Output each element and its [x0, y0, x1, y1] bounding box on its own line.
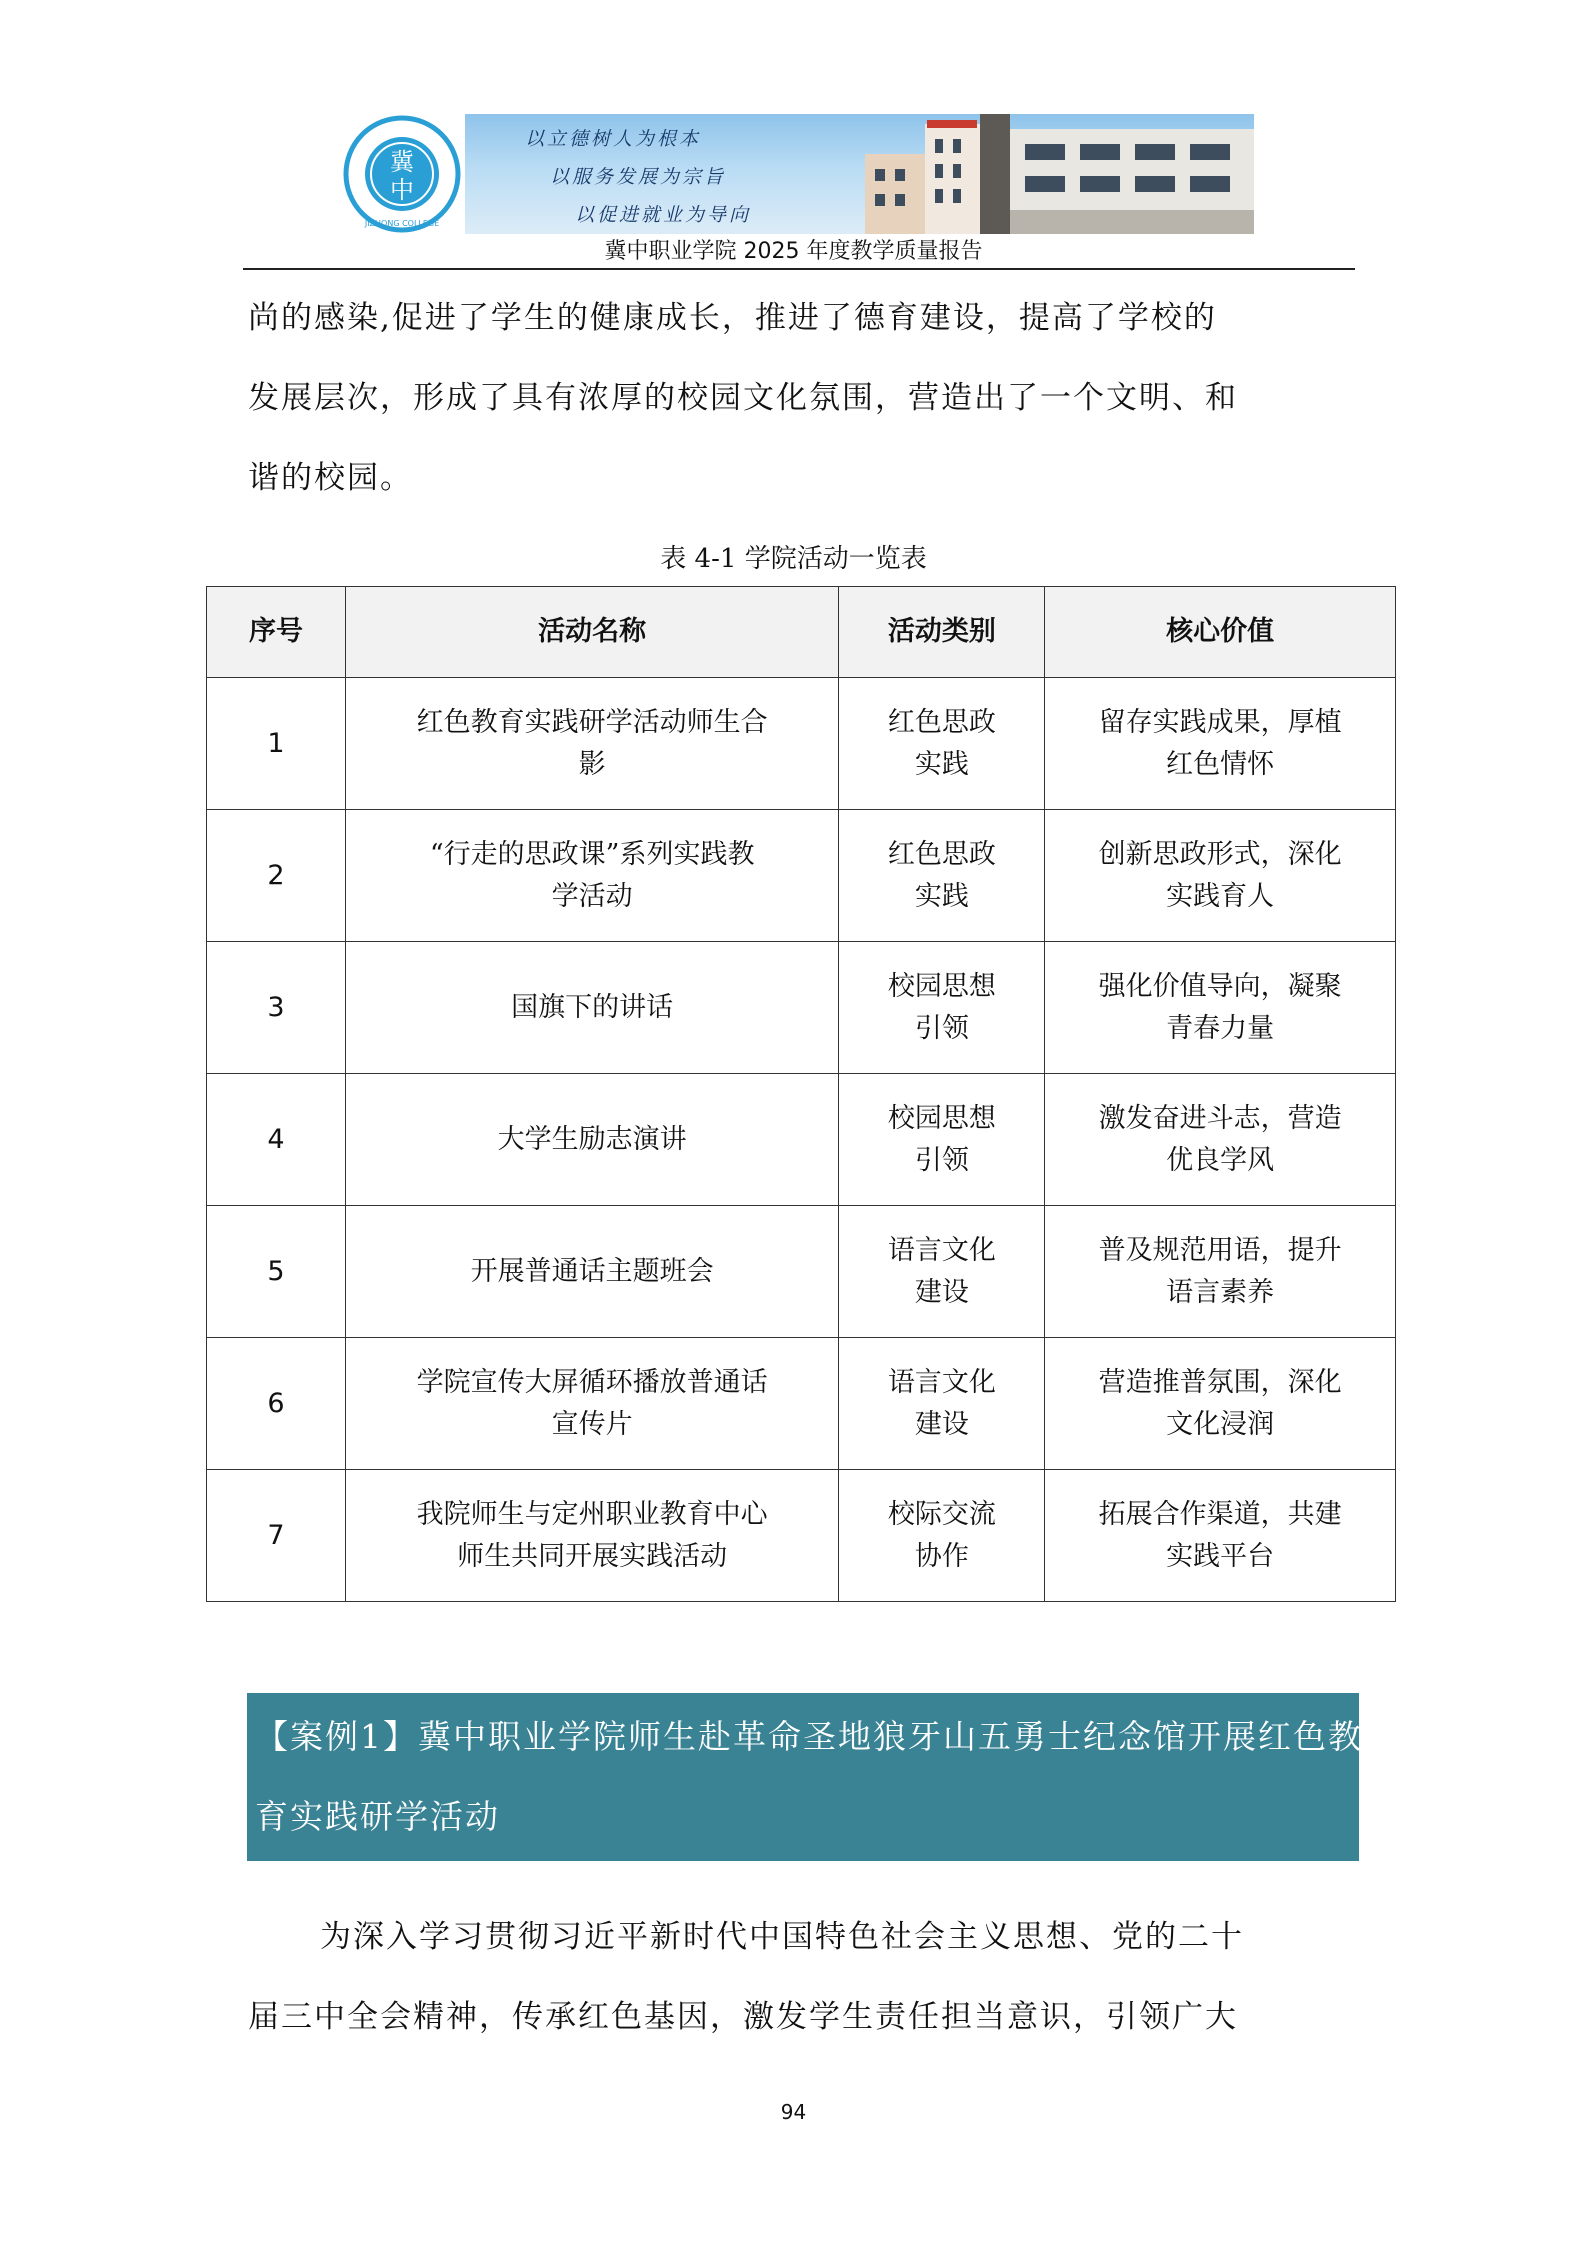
cell-value — [1045, 810, 1396, 942]
cell-no: 6 — [207, 1338, 346, 1470]
cell-category-line: 校园思想 — [887, 1102, 996, 1134]
cell-name — [345, 942, 839, 1074]
table-row — [207, 1470, 1396, 1602]
cell-value — [1045, 678, 1396, 810]
cell-name-line: 红色教育实践研学活动师生合 — [416, 706, 768, 738]
header-no: 序号 — [207, 587, 346, 678]
cell-no: 2 — [207, 810, 346, 942]
intro-line: 谐的校园。 — [248, 460, 413, 496]
cell-no: 7 — [207, 1470, 346, 1602]
cell-name-line: 学院宣传大屏循环播放普通话 — [416, 1366, 768, 1398]
cell-no: 5 — [207, 1206, 346, 1338]
header-name: 活动名称 — [345, 587, 839, 678]
table-row — [207, 1206, 1396, 1338]
table-body — [207, 678, 1396, 1602]
cell-name-line: 大学生励志演讲 — [497, 1123, 687, 1155]
report-header-title: 冀中职业学院 2025 年度教学质量报告 — [604, 239, 983, 264]
banner-photo — [465, 114, 1254, 234]
building-illustration — [865, 114, 1254, 234]
cell-value-line: 实践平台 — [1166, 1540, 1275, 1572]
cell-category-line: 校际交流 — [887, 1498, 996, 1530]
cell-value — [1045, 1338, 1396, 1470]
cell-name-line: 影 — [578, 748, 606, 780]
cell-name-line: 开展普通话主题班会 — [470, 1255, 714, 1287]
cell-value-line: 普及规范用语，提升 — [1098, 1234, 1342, 1266]
cell-category-line: 实践 — [914, 880, 969, 912]
cell-category-line: 红色思政 — [887, 706, 996, 738]
table-caption: 表 4-1 学院活动一览表 — [660, 544, 927, 574]
table-row — [207, 942, 1396, 1074]
cell-value-line: 实践育人 — [1166, 880, 1275, 912]
cell-category — [839, 942, 1045, 1074]
case-heading — [247, 1693, 1363, 1861]
header-value: 核心价值 — [1045, 587, 1396, 678]
cell-category-line: 校园思想 — [887, 970, 996, 1002]
cell-name-line: 宣传片 — [551, 1408, 633, 1440]
slogan-1: 以立德树人为根本 — [525, 128, 702, 150]
cell-category-line: 红色思政 — [887, 838, 996, 870]
cell-value-line: 创新思政形式，深化 — [1098, 838, 1342, 870]
cell-name-line: 师生共同开展实践活动 — [457, 1540, 728, 1572]
cell-name-line: “行走的思政课”系列实践教 — [429, 838, 755, 870]
page-number: 94 — [780, 2100, 807, 2124]
cell-name — [345, 678, 839, 810]
cell-category-line: 语言文化 — [887, 1234, 996, 1266]
activities-table — [206, 586, 1396, 1602]
cell-category — [839, 1074, 1045, 1206]
header-banner — [338, 114, 1254, 234]
header-divider — [243, 268, 1355, 270]
logo-ring-text: JIZHONG COLLEGE — [364, 219, 440, 228]
intro-paragraph — [248, 278, 1360, 518]
cell-category-line: 引领 — [914, 1012, 969, 1044]
cell-category-line: 实践 — [914, 748, 969, 780]
cell-value-line: 营造推普氛围，深化 — [1098, 1366, 1342, 1398]
cell-value-line: 优良学风 — [1166, 1144, 1275, 1176]
cell-value-line: 强化价值导向，凝聚 — [1098, 970, 1342, 1002]
table-header-row — [207, 587, 1396, 678]
cell-category-line: 协作 — [914, 1540, 969, 1572]
table-row — [207, 1338, 1396, 1470]
cell-name — [345, 810, 839, 942]
cell-category — [839, 678, 1045, 810]
cell-name — [345, 1470, 839, 1602]
cell-name — [345, 1338, 839, 1470]
intro-line: 尚的感染,促进了学生的健康成长，推进了德育建设，提高了学校的 — [248, 300, 1217, 336]
cell-no: 1 — [207, 678, 346, 810]
logo-char-bottom: 中 — [390, 176, 414, 204]
case-paragraph-line: 为深入学习贯彻习近平新时代中国特色社会主义思想、党的二十 — [320, 1919, 1244, 1955]
cell-value-line: 留存实践成果，厚植 — [1098, 706, 1342, 738]
logo-char-top: 冀 — [390, 148, 414, 176]
case-paragraph-line: 届三中全会精神，传承红色基因，激发学生责任担当意识，引领广大 — [248, 1999, 1238, 2035]
intro-line: 发展层次，形成了具有浓厚的校园文化氛围，营造出了一个文明、和 — [248, 380, 1238, 416]
cell-category-line: 引领 — [914, 1144, 969, 1176]
case-heading-line: 【案例1】冀中职业学院师生赴革命圣地狼牙山五勇士纪念馆开展红色教 — [255, 1717, 1363, 1756]
cell-value — [1045, 1470, 1396, 1602]
cell-value — [1045, 1206, 1396, 1338]
cell-no: 4 — [207, 1074, 346, 1206]
cell-category-line: 建设 — [914, 1276, 969, 1308]
cell-value-line: 红色情怀 — [1166, 748, 1275, 780]
table-row — [207, 678, 1396, 810]
slogan-2: 以服务发展为宗旨 — [550, 166, 727, 188]
table-row — [207, 810, 1396, 942]
cell-category-line: 建设 — [914, 1408, 969, 1440]
cell-category — [839, 1338, 1045, 1470]
cell-category — [839, 1470, 1045, 1602]
table-row — [207, 1074, 1396, 1206]
cell-value-line: 语言素养 — [1166, 1276, 1275, 1308]
header-category: 活动类别 — [839, 587, 1045, 678]
cell-category-line: 语言文化 — [887, 1366, 996, 1398]
cell-no: 3 — [207, 942, 346, 1074]
cell-name-line: 国旗下的讲话 — [511, 991, 674, 1023]
cell-name — [345, 1206, 839, 1338]
cell-category — [839, 810, 1045, 942]
cell-name-line: 学活动 — [551, 880, 633, 912]
cell-value — [1045, 1074, 1396, 1206]
case-paragraph — [248, 1897, 1360, 2057]
cell-value — [1045, 942, 1396, 1074]
cell-value-line: 激发奋进斗志，营造 — [1098, 1102, 1342, 1134]
slogan-3: 以促进就业为导向 — [575, 204, 752, 226]
cell-value-line: 拓展合作渠道，共建 — [1098, 1498, 1342, 1530]
cell-name — [345, 1074, 839, 1206]
college-logo — [338, 114, 465, 234]
case-heading-line: 育实践研学活动 — [255, 1797, 500, 1836]
cell-value-line: 文化浸润 — [1166, 1408, 1275, 1440]
cell-category — [839, 1206, 1045, 1338]
cell-value-line: 青春力量 — [1166, 1012, 1275, 1044]
cell-name-line: 我院师生与定州职业教育中心 — [416, 1498, 768, 1530]
